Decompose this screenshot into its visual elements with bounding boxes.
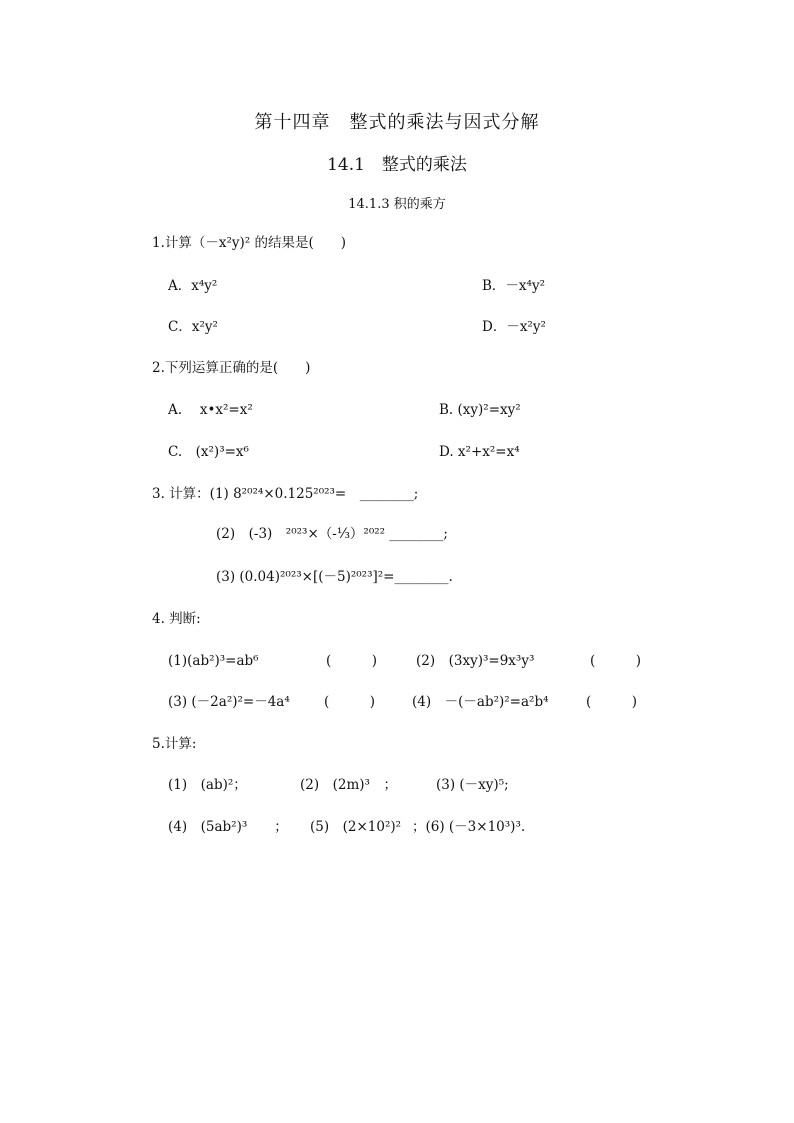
q2-option-d: D. x²+x²=x⁴ bbox=[439, 444, 520, 460]
q2-option-a: A. x•x²=x² bbox=[168, 402, 253, 418]
q5-item-6: ；(6) (－3×10³)³. bbox=[412, 819, 526, 835]
q5-item-2: (2) (2m)³ ； bbox=[300, 777, 397, 793]
q4-item-4: (4) －(－ab²)²=a²b⁴ bbox=[412, 694, 549, 710]
q1-option-a: A．x⁴y² bbox=[168, 278, 218, 294]
q5-item-4: (4) (5ab²)³ ； bbox=[168, 819, 288, 835]
q5-item-5: (5) (2×10²)² bbox=[310, 819, 402, 835]
q3-item-2: (2) (-3) ²⁰²³×（-⅓）²⁰²² ________; bbox=[216, 526, 448, 542]
q4-answer-paren-3[interactable]: ( ) bbox=[324, 694, 376, 710]
q1-option-d: D．－x²y² bbox=[482, 319, 546, 335]
q3-stem: 3. 计算：(1) 8²⁰²⁴×0.125²⁰²³= ________; bbox=[152, 486, 419, 502]
q2-option-b: B. (xy)²=xy² bbox=[439, 402, 521, 418]
q1-option-c: C．x²y² bbox=[168, 319, 218, 335]
q4-answer-paren-1[interactable]: ( ) bbox=[326, 653, 378, 669]
q4-item-1: (1)(ab²)³=ab⁶ bbox=[168, 653, 259, 669]
q5-stem: 5.计算: bbox=[152, 736, 197, 752]
q1-stem: 1.计算（－x²y)² 的结果是( ) bbox=[152, 235, 347, 251]
section-title: 14.1 整式的乘法 bbox=[327, 155, 467, 175]
q4-item-3: (3) (－2a²)²=－4a⁴ bbox=[168, 694, 290, 710]
q5-item-3: (3) (－xy)⁵; bbox=[436, 777, 509, 793]
q4-item-2: (2) (3xy)³=9x³y³ bbox=[416, 653, 535, 669]
q4-answer-paren-4[interactable]: ( ) bbox=[586, 694, 638, 710]
chapter-title: 第十四章 整式的乘法与因式分解 bbox=[254, 112, 540, 133]
q1-option-b: B．－x⁴y² bbox=[482, 278, 545, 294]
q4-answer-paren-2[interactable]: ( ) bbox=[590, 653, 642, 669]
q4-stem: 4. 判断: bbox=[152, 611, 201, 627]
q5-item-1: (1) (ab)²； bbox=[168, 777, 247, 793]
q3-item-3: (3) (0.04)²⁰²³×[(－5)²⁰²³]²=________. bbox=[216, 569, 453, 585]
subsection-title: 14.1.3 积的乘方 bbox=[348, 197, 446, 212]
q2-option-c: C. (x²)³=x⁶ bbox=[168, 444, 249, 460]
q2-stem: 2.下列运算正确的是( ) bbox=[152, 360, 311, 376]
